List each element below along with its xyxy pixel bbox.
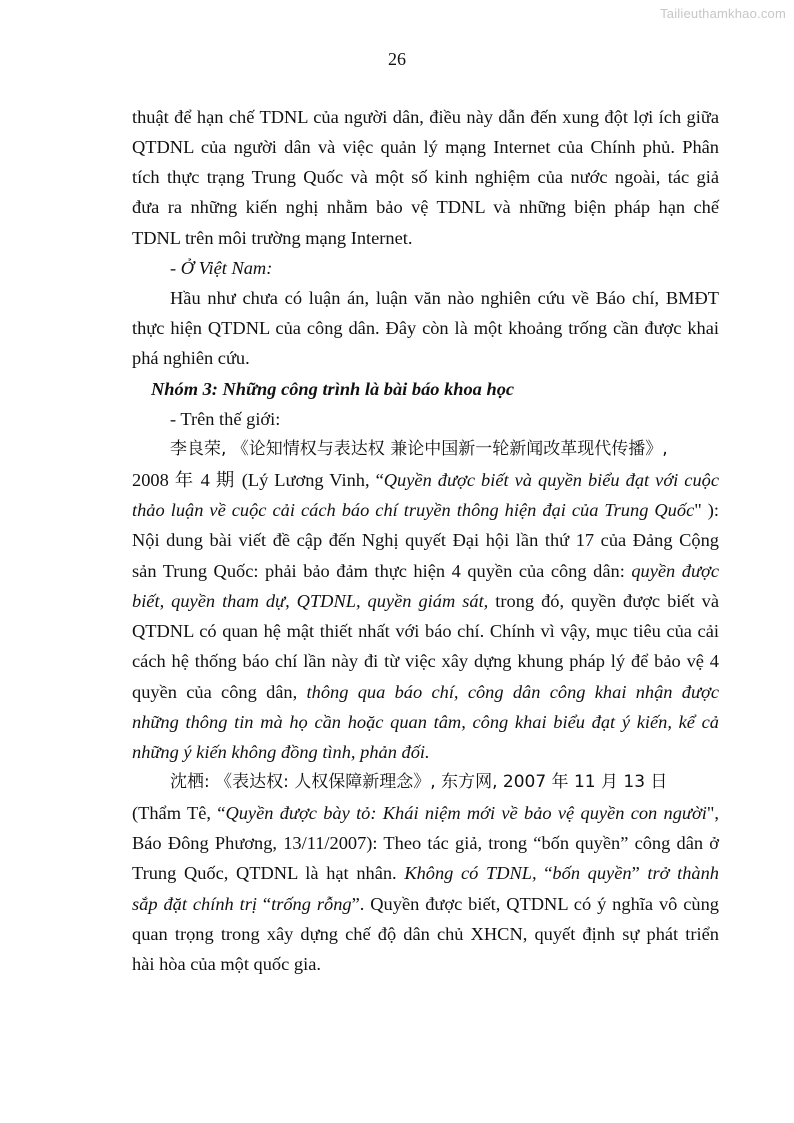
article-title: Quyền được biết và quyền biểu đạt với cuộc — [383, 470, 720, 490]
text-line: quan trọng trong xây dựng chế độ dân chủ XHCN, quyết định sự phát triển — [132, 924, 719, 944]
italic-run: Không có TDNL, — [404, 863, 537, 883]
text-run: “ — [536, 863, 553, 883]
text-line: thuật để hạn chế TDNL của người dân, điều này dẫn đến xung đột lợi ích giữa — [132, 107, 719, 127]
text-run: ", — [706, 803, 719, 823]
italic-run: trống rỗng — [271, 894, 352, 914]
text-line: QTDNL của người dân và việc quản lý mạng Internet của Chính phủ. Phân — [132, 137, 719, 157]
text-run: ”. Quyền được biết, QTDNL có ý nghĩa vô cùng — [351, 894, 719, 914]
text-run: Trung Quốc, QTDNL là hạt nhân. — [132, 863, 405, 883]
subheading-world: - Trên thế giới: — [170, 409, 281, 429]
text-run: " ): — [694, 500, 719, 520]
text-run: sản Trung Quốc: phải bảo đảm thực hiện 4 quyền của công dân: — [132, 561, 632, 581]
text-line: Báo Đông Phương, 13/11/2007): Theo tác giả, trong “bốn quyền” công dân ở — [132, 833, 719, 853]
italic-run: quyền được — [631, 561, 719, 581]
text-line: thực hiện QTDNL của công dân. Đây còn là một khoảng trống cần được khai — [132, 318, 719, 338]
text-run: ” — [631, 863, 648, 883]
text-line — [132, 858, 719, 888]
italic-run: biết, quyền tham dự, QTDNL, quyền giám sát, — [132, 591, 489, 611]
text-line: đưa ra những kiến nghị nhằm bảo vệ TDNL và những biện pháp hạn chế — [132, 197, 719, 217]
text-line — [132, 495, 719, 525]
italic-run: bốn quyền — [552, 863, 632, 883]
text-line: tích thực trạng Trung Quốc và một số kinh nghiệm của nước ngoài, tác giả — [132, 167, 719, 187]
text-line — [132, 556, 719, 586]
text-line — [132, 465, 719, 495]
text-run: “ — [257, 894, 272, 914]
text-line: những ý kiến không đồng tình, phản đối. — [132, 742, 430, 762]
text-line: Hầu như chưa có luận án, luận văn nào nghiên cứu về Báo chí, BMĐT — [170, 288, 719, 308]
article-title: Quyền được bày tỏ: Khái niệm mới về bảo vệ quyền con người — [225, 803, 707, 823]
text-line — [132, 798, 719, 828]
subheading-vietnam: - Ở Việt Nam: — [170, 258, 273, 278]
chinese-citation: 李良荣, 《论知情权与表达权 兼论中国新一轮新闻改革现代传播》, — [170, 439, 668, 459]
chinese-citation: 沈栖: 《表达权: 人权保障新理念》, 东方网, 2007 年 11 月 13 日 — [170, 772, 668, 792]
text-run: (Thẩm Tê, “ — [132, 803, 226, 823]
article-title: thảo luận về cuộc cải cách báo chí truyền thông hiện đại của Trung Quốc — [132, 500, 695, 520]
watermark: Tailieuthamkhao.com — [660, 6, 786, 21]
text-run: trong đó, quyền được biết và — [488, 591, 720, 611]
text-line: những thông tin mà họ cần hoặc quan tâm, công khai biểu đạt ý kiến, kể cả — [132, 712, 719, 732]
page-number: 26 — [388, 49, 406, 69]
text-line — [132, 677, 719, 707]
text-line: TDNL trên môi trường mạng Internet. — [132, 228, 413, 248]
text-run: quyền của công dân, — [132, 682, 307, 702]
text-line: phá nghiên cứu. — [132, 348, 250, 368]
text-line: QTDNL có quan hệ mật thiết nhất với báo chí. Chính vì vậy, mục tiêu của cải — [132, 621, 719, 641]
text-line: Nội dung bài viết đề cập đến Nghị quyết Đại hội lần thứ 17 của Đảng Cộng — [132, 530, 719, 550]
italic-run: sắp đặt chính trị — [132, 894, 258, 914]
text-line — [132, 586, 719, 616]
text-line — [132, 889, 719, 919]
text-run: 2008 年 4 期 (Lý Lương Vinh, “ — [132, 470, 384, 490]
italic-run: trở thành — [647, 863, 719, 883]
text-line: hài hòa của một quốc gia. — [132, 954, 321, 974]
text-line: cách hệ thống báo chí lần này đi từ việc xây dựng khung pháp lý để bảo vệ 4 — [132, 651, 719, 671]
section-heading: Nhóm 3: Những công trình là bài báo khoa học — [151, 379, 515, 399]
italic-run: thông qua báo chí, công dân công khai nhận được — [306, 682, 719, 702]
